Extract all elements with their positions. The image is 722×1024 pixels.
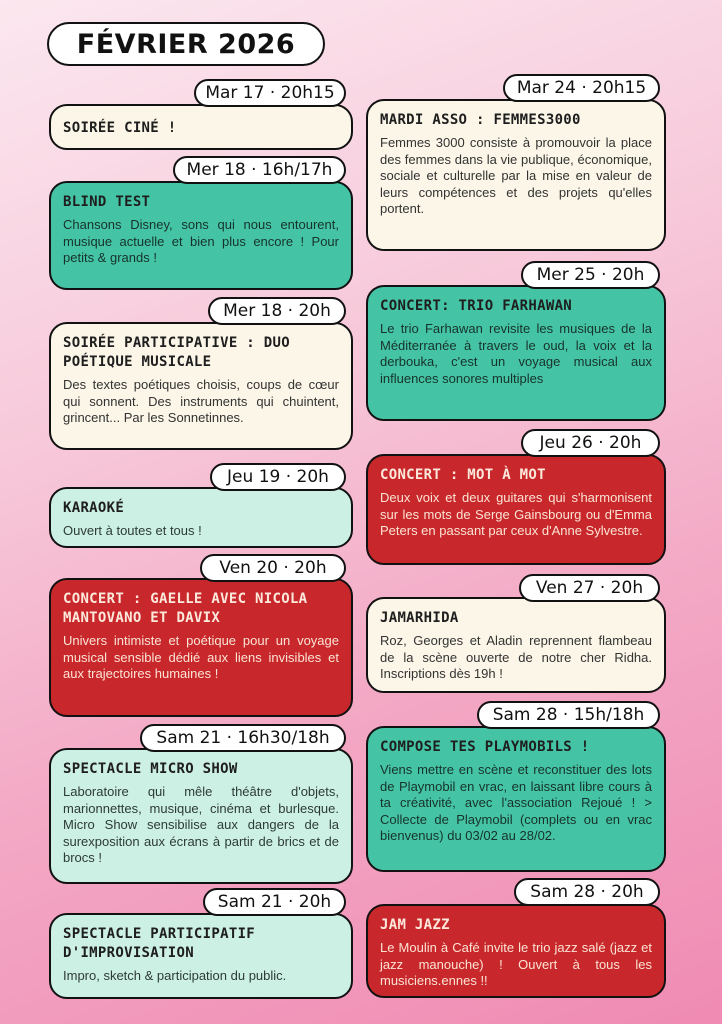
event-description: Ouvert à toutes et tous ! [63,523,202,538]
event-card-blind-test [49,181,353,290]
event-description: Viens mettre en scène et reconstituer des lots de Playmobil en vrac, en laissant libre cours à ta créativité, avec l'association Rejoué ! > Collecte de Playmobil (complets ou en vrac bienvenus) du 03/02 au 28/02. [380,762,652,843]
event-card-jamarhida [366,597,666,693]
event-date-badge: Ven 20 · 20h [200,554,346,582]
event-card-duo-poetique [49,322,353,450]
event-description: Des textes poétiques choisis, coups de cœur qui sonnent. Des instruments qui chuintent, grincent... Par les Sonnetinnes. [63,377,339,425]
event-date-badge: Jeu 19 · 20h [210,463,346,491]
event-description: Deux voix et deux guitares qui s'harmonisent sur les mots de Serge Gainsbourg ou d'Emma Peters en passant par ceux d'Anne Sylvestre. [380,490,652,538]
event-date-badge: Sam 28 · 20h [514,878,660,906]
event-card-jam-jazz [366,904,666,998]
event-description: Femmes 3000 consiste à promouvoir la place des femmes dans la vie publique, économique, sociale et culturelle par la mise en valeur de leurs compétences et des projets qu'elles portent. [380,135,652,216]
event-description: Impro, sketch & participation du public. [63,968,287,983]
event-description: Roz, Georges et Aladin reprennent flambeau de la scène ouverte de notre cher Ridha. Inscriptions dès 19h ! [380,633,652,681]
event-card-improvisation [49,913,353,999]
event-card-micro-show [49,748,353,884]
event-title: COMPOSE TES PLAYMOBILS ! [380,739,590,755]
event-card-gaelle [49,578,353,717]
event-date-badge: Sam 21 · 16h30/18h [140,724,346,752]
event-title: CONCERT : MOT À MOT [380,467,546,483]
event-title: CONCERT : GAELLE AVEC NICOLA MANTOVANO ET DAVIX [63,591,308,626]
event-date-badge: Mar 17 · 20h15 [194,79,346,107]
event-title: JAMARHIDA [380,610,459,626]
event-card-femmes3000 [366,99,666,251]
page-title: FÉVRIER 2026 [47,22,325,66]
event-title: SOIRÉE CINÉ ! [63,120,177,136]
event-title: BLIND TEST [63,194,151,210]
event-description: Univers intimiste et poétique pour un voyage musical sensible dédié aux liens invisibles et aux trajectoires humaines ! [63,633,339,681]
event-date-badge: Sam 21 · 20h [203,888,346,916]
event-title: MARDI ASSO : FEMMES3000 [380,112,581,128]
event-date-badge: Mer 18 · 16h/17h [173,156,346,184]
event-date-badge: Mer 25 · 20h [521,261,660,289]
event-card-playmobils [366,726,666,872]
event-date-badge: Jeu 26 · 20h [521,429,660,457]
event-title: SOIRÉE PARTICIPATIVE : DUO POÉTIQUE MUSICALE [63,335,290,370]
event-date-badge: Sam 28 · 15h/18h [477,701,660,729]
event-description: Chansons Disney, sons qui nous entourent, musique actuelle et bien plus encore ! Pour petits & grands ! [63,217,339,265]
event-title: SPECTACLE PARTICIPATIF D'IMPROVISATION [63,926,256,961]
event-card-mot-a-mot [366,454,666,565]
event-date-badge: Mer 18 · 20h [208,297,346,325]
event-card-karaoke [49,487,353,548]
event-title: JAM JAZZ [380,917,450,933]
event-description: Le trio Farhawan revisite les musiques de la Méditerranée à travers le oud, la voix et la derbouka, c'est un voyage musical aux influences sonores multiples [380,321,652,386]
event-date-badge: Ven 27 · 20h [519,574,660,602]
event-description: Laboratoire qui mêle théâtre d'objets, marionnettes, musique, cinéma et burlesque. Micro Show sensibilise aux dangers de la surexposition aux écrans à partir de brics et de brocs ! [63,784,339,865]
event-card-soiree-cine [49,104,353,150]
event-title: CONCERT: TRIO FARHAWAN [380,298,573,314]
event-date-badge: Mar 24 · 20h15 [503,74,660,102]
event-card-trio-farhawan [366,285,666,421]
event-description: Le Moulin à Café invite le trio jazz salé (jazz et jazz manouche) ! Ouvert à tous les musiciens.ennes !! [380,940,652,988]
event-title: KARAOKÉ [63,500,125,516]
event-title: SPECTACLE MICRO SHOW [63,761,238,777]
